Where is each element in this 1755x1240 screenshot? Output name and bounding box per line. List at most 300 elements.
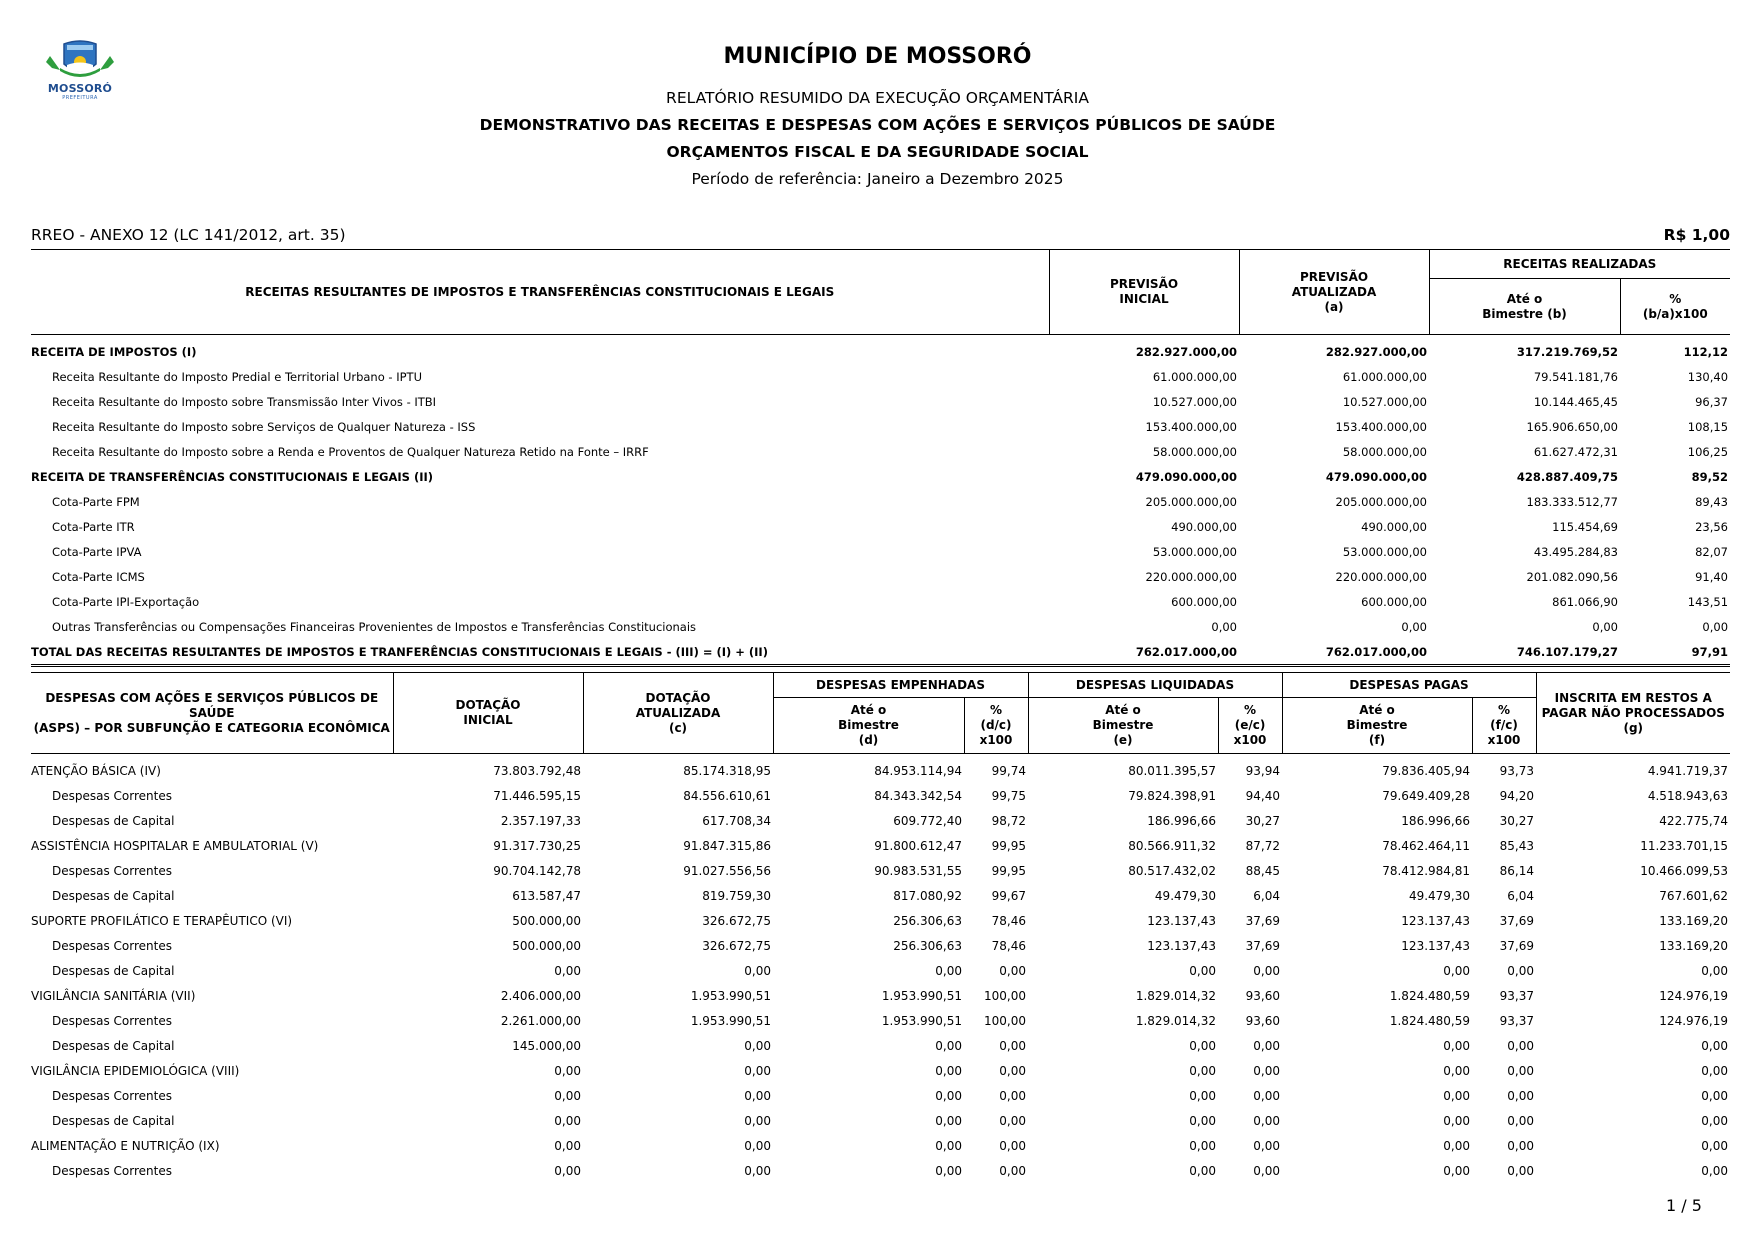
pct-label-2: (b/a)x100 [1642, 306, 1708, 321]
revenue-label: RECEITA DE TRANSFERÊNCIAS CONSTITUCIONAIS E LEGAIS (II) [31, 469, 434, 484]
paid-value: 78.462.464,11 [1382, 838, 1471, 853]
committed-value: 609.772,40 [893, 813, 962, 828]
unprocessed-payables-value: 0,00 [1701, 1138, 1729, 1153]
to-bimester-label-1: Até o [1506, 291, 1543, 306]
committed-value: 0,00 [935, 1163, 962, 1178]
paid-value: 0,00 [1443, 1138, 1471, 1153]
updated-forecast-value: 762.017.000,00 [1239, 639, 1429, 665]
paid-pct-value: 0,00 [1507, 1163, 1535, 1178]
initial-forecast-value: 282.927.000,00 [1135, 344, 1237, 359]
realized-pct-value: 23,56 [1695, 519, 1729, 534]
updated-forecast-value: 282.927.000,00 [1325, 344, 1427, 359]
revenue-total-row [31, 639, 1730, 665]
updated-allocation-value: 326.672,75 [702, 938, 771, 953]
initial-allocation-value: 0,00 [554, 1063, 581, 1078]
initial-forecast-header [1049, 250, 1239, 335]
liquidated-pct-value: 0,00 [1253, 963, 1281, 978]
logo-name: MOSSORÓ [47, 82, 113, 95]
realized-pct-header [1620, 279, 1730, 335]
expense-subfunction-row [31, 754, 1730, 784]
updated-allocation-value: 0,00 [744, 1138, 771, 1153]
paid-value: 0,00 [1443, 1063, 1471, 1078]
expense-label: VIGILÂNCIA EPIDEMIOLÓGICA (VIII) [31, 1063, 240, 1078]
unprocessed-payables-value: 422.775,74 [1659, 813, 1729, 828]
revenue-table [31, 249, 1730, 665]
committed-value: 0,00 [935, 1138, 962, 1153]
committed-pct-value: 100,00 [984, 1013, 1026, 1028]
updated-forecast-header [1239, 250, 1429, 335]
liquidated-pct-value: 93,94 [1245, 763, 1281, 778]
expense-label: Despesas Correntes [52, 788, 172, 803]
paid-value: 123.137,43 [1401, 938, 1471, 953]
expense-label: Despesas Correntes [52, 1163, 172, 1178]
committed-pct-value: 0,00 [999, 1088, 1026, 1103]
unprocessed-payables-value: 0,00 [1701, 1163, 1729, 1178]
liquidated-pct-value: 94,40 [1245, 788, 1281, 803]
expense-category-row [31, 1033, 1730, 1058]
liquidated-pct-value: 0,00 [1253, 1138, 1281, 1153]
realized-value: 61.627.472,31 [1533, 444, 1618, 459]
rap-label-3: (g) [1623, 720, 1644, 735]
committed-pct-value: 78,46 [991, 938, 1026, 953]
realized-value: 79.541.181,76 [1533, 369, 1618, 384]
expense-category-row [31, 1083, 1730, 1108]
pct-f-label: (f/c) [1490, 718, 1518, 732]
paid-value: 49.479,30 [1408, 888, 1471, 903]
revenue-description-header: RECEITAS RESULTANTES DE IMPOSTOS E TRANSFERÊNCIAS CONSTITUCIONAIS E LEGAIS [31, 250, 1049, 335]
logo-subtitle: PREFEITURA [62, 95, 98, 101]
revenue-label: Cota-Parte IPI-Exportação [52, 594, 200, 609]
paid-value: 79.836.405,94 [1382, 763, 1471, 778]
updated-forecast-label-2: ATUALIZADA [1291, 284, 1377, 299]
updated-allocation-value: 0,00 [744, 963, 771, 978]
committed-value: 256.306,63 [893, 938, 962, 953]
revenue-table-body [31, 335, 1730, 665]
committed-expenses-header: DESPESAS EMPENHADAS [773, 673, 1028, 698]
realized-pct-value: 0,00 [1702, 619, 1729, 634]
paid-pct-value: 0,00 [1507, 1063, 1535, 1078]
paid-pct-value: 93,37 [1499, 1013, 1535, 1028]
revenue-label: Cota-Parte IPVA [52, 544, 142, 559]
initial-forecast-value: 205.000.000,00 [1145, 494, 1237, 509]
paid-pct-header [1472, 698, 1536, 754]
revenue-label: Cota-Parte ICMS [52, 569, 145, 584]
initial-allocation-value: 90.704.142,78 [493, 863, 581, 878]
liquidated-value: 80.517.432,02 [1128, 863, 1216, 878]
updated-allocation-value: 91.027.556,56 [683, 863, 771, 878]
liquidated-value: 80.011.395,57 [1128, 763, 1216, 778]
revenue-label: Cota-Parte ITR [52, 519, 135, 534]
revenue-row [31, 614, 1730, 639]
committed-pct-value: 0,00 [999, 963, 1026, 978]
paid-pct-value: 37,69 [1499, 938, 1535, 953]
revenue-total-row [31, 335, 1730, 365]
pct-e-label: (e/c) [1234, 718, 1266, 732]
updated-allocation-label-3: (c) [668, 720, 688, 735]
expense-subfunction-row [31, 1058, 1730, 1083]
expense-table-body [31, 754, 1730, 1184]
liquidated-value: 79.824.398,91 [1128, 788, 1216, 803]
to-bimester-label-2: Bimestre [1346, 718, 1408, 732]
expense-table [31, 672, 1730, 1183]
pct-symbol: % [1498, 703, 1511, 717]
initial-allocation-label-2: INICIAL [463, 713, 513, 727]
expense-category-row [31, 1108, 1730, 1133]
realized-value: 0,00 [1592, 619, 1618, 634]
report-title: MUNICÍPIO DE MOSSORÓ [723, 44, 1032, 69]
unprocessed-payables-value: 4.941.719,37 [1647, 763, 1729, 778]
paid-pct-value: 0,00 [1507, 1088, 1535, 1103]
unprocessed-payables-value: 10.466.099,53 [1640, 863, 1729, 878]
updated-forecast-label-3: (a) [1324, 299, 1344, 314]
liquidated-value: 123.137,43 [1147, 913, 1216, 928]
committed-value: 84.343.342,54 [874, 788, 962, 803]
report-statement-title: DEMONSTRATIVO DAS RECEITAS E DESPESAS COM AÇÕES E SERVIÇOS PÚBLICOS DE SAÚDE [479, 116, 1276, 134]
realized-value: 428.887.409,75 [1516, 469, 1618, 484]
initial-forecast-value: 0,00 [1211, 619, 1237, 634]
committed-pct-value: 99,75 [991, 788, 1026, 803]
initial-allocation-value: 2.261.000,00 [500, 1013, 581, 1028]
realized-revenues-header: RECEITAS REALIZADAS [1429, 250, 1730, 279]
committed-pct-value: 99,67 [991, 888, 1026, 903]
expense-category-row [31, 1158, 1730, 1183]
updated-allocation-value: 819.759,30 [702, 888, 771, 903]
realized-value: 43.495.284,83 [1533, 544, 1618, 559]
updated-allocation-value: 0,00 [744, 1038, 771, 1053]
initial-allocation-value: 0,00 [554, 1088, 581, 1103]
expense-label: Despesas Correntes [52, 938, 172, 953]
realized-pct-value: 96,37 [1695, 394, 1729, 409]
initial-allocation-value: 0,00 [554, 1113, 581, 1128]
page-number: 1 / 5 [1666, 1196, 1702, 1215]
unprocessed-payables-value: 0,00 [1701, 1088, 1729, 1103]
updated-forecast-value: 61.000.000,00 [1342, 369, 1427, 384]
expense-subfunction-row [31, 908, 1730, 933]
liquidated-pct-value: 0,00 [1253, 1063, 1281, 1078]
liquidated-to-bimester-header [1028, 698, 1218, 754]
x100-label: x100 [1233, 733, 1267, 747]
paid-value: 79.649.409,28 [1382, 788, 1471, 803]
expense-label: Despesas de Capital [52, 813, 175, 828]
revenue-row [31, 514, 1730, 539]
liquidated-pct-value: 30,27 [1245, 813, 1281, 828]
expense-label: ATENÇÃO BÁSICA (IV) [31, 763, 161, 778]
liquidated-value: 1.829.014,32 [1135, 988, 1216, 1003]
currency-unit: R$ 1,00 [1663, 226, 1730, 244]
liquidated-value: 186.996,66 [1147, 813, 1216, 828]
committed-pct-value: 0,00 [999, 1063, 1026, 1078]
updated-allocation-value: 84.556.610,61 [683, 788, 771, 803]
expense-label: Despesas de Capital [52, 1038, 175, 1053]
paid-value: 1.824.480,59 [1389, 1013, 1471, 1028]
updated-forecast-value: 153.400.000,00 [1335, 419, 1427, 434]
paid-pct-value: 93,37 [1499, 988, 1535, 1003]
initial-forecast-value: 153.400.000,00 [1145, 419, 1237, 434]
unprocessed-payables-value: 0,00 [1701, 963, 1729, 978]
committed-to-bimester-header [773, 698, 964, 754]
liquidated-pct-header [1218, 698, 1282, 754]
initial-forecast-value: 479.090.000,00 [1135, 469, 1237, 484]
expense-subfunction-row [31, 983, 1730, 1008]
updated-forecast-value: 479.090.000,00 [1325, 469, 1427, 484]
realized-pct-value: 89,52 [1691, 469, 1729, 484]
x100-label: x100 [1487, 733, 1521, 747]
initial-forecast-value: 53.000.000,00 [1152, 544, 1237, 559]
revenue-row [31, 489, 1730, 514]
expense-category-row [31, 933, 1730, 958]
initial-allocation-header [393, 673, 583, 754]
liquidated-value: 0,00 [1189, 1163, 1216, 1178]
rap-label-2: PAGAR NÃO PROCESSADOS [1541, 705, 1725, 720]
updated-allocation-label-1: DOTAÇÃO [645, 690, 711, 705]
realized-value: 861.066,90 [1552, 594, 1618, 609]
expense-category-row [31, 858, 1730, 883]
initial-forecast-value: 10.527.000,00 [1152, 394, 1237, 409]
expense-label: Despesas de Capital [52, 1113, 175, 1128]
committed-value: 817.080,92 [893, 888, 962, 903]
paid-pct-value: 6,04 [1507, 888, 1535, 903]
expense-category-row [31, 883, 1730, 908]
realized-pct-value: 97,91 [1620, 639, 1730, 665]
report-subtitle: RELATÓRIO RESUMIDO DA EXECUÇÃO ORÇAMENTÁRIA [666, 89, 1089, 107]
paid-value: 0,00 [1443, 963, 1471, 978]
realized-value: 183.333.512,77 [1526, 494, 1618, 509]
committed-value: 1.953.990,51 [881, 988, 962, 1003]
committed-pct-value: 100,00 [984, 988, 1026, 1003]
updated-allocation-value: 85.174.318,95 [683, 763, 771, 778]
unprocessed-payables-value: 124.976,19 [1659, 988, 1729, 1003]
realized-value: 10.144.465,45 [1533, 394, 1618, 409]
expense-label: ASSISTÊNCIA HOSPITALAR E AMBULATORIAL (V) [31, 838, 319, 853]
liquidated-value: 0,00 [1189, 1138, 1216, 1153]
committed-value: 256.306,63 [893, 913, 962, 928]
unprocessed-payables-value: 0,00 [1701, 1113, 1729, 1128]
updated-allocation-value: 1.953.990,51 [690, 988, 771, 1003]
paid-value: 1.824.480,59 [1389, 988, 1471, 1003]
updated-allocation-value: 1.953.990,51 [690, 1013, 771, 1028]
revenue-row [31, 439, 1730, 464]
initial-allocation-value: 71.446.595,15 [493, 788, 581, 803]
updated-allocation-header [583, 673, 773, 754]
committed-value: 1.953.990,51 [881, 1013, 962, 1028]
column-d-label: (d) [858, 733, 879, 747]
liquidated-pct-value: 88,45 [1245, 863, 1281, 878]
initial-allocation-value: 2.357.197,33 [500, 813, 581, 828]
committed-value: 0,00 [935, 1038, 962, 1053]
unprocessed-payables-value: 124.976,19 [1659, 1013, 1729, 1028]
liquidated-pct-value: 37,69 [1245, 913, 1281, 928]
paid-value: 78.412.984,81 [1382, 863, 1471, 878]
unprocessed-payables-value: 4.518.943,63 [1647, 788, 1729, 803]
updated-forecast-label-1: PREVISÃO [1299, 269, 1369, 284]
initial-allocation-value: 500.000,00 [512, 938, 581, 953]
initial-forecast-value: 762.017.000,00 [1049, 639, 1239, 665]
realized-value: 201.082.090,56 [1526, 569, 1618, 584]
realized-pct-value: 91,40 [1695, 569, 1729, 584]
paid-pct-value: 0,00 [1507, 1038, 1535, 1053]
initial-allocation-value: 73.803.792,48 [493, 763, 581, 778]
liquidated-pct-value: 0,00 [1253, 1163, 1281, 1178]
updated-allocation-value: 326.672,75 [702, 913, 771, 928]
annex-label: RREO - ANEXO 12 (LC 141/2012, art. 35) [31, 226, 346, 244]
revenue-label: TOTAL DAS RECEITAS RESULTANTES DE IMPOSTOS E TRANFERÊNCIAS CONSTITUCIONAIS E LEGAIS - (III) = (I) + (II) [31, 639, 1049, 665]
report-budget-title: ORÇAMENTOS FISCAL E DA SEGURIDADE SOCIAL [666, 143, 1089, 161]
revenue-label: Cota-Parte FPM [52, 494, 140, 509]
expense-label: Despesas Correntes [52, 1013, 172, 1028]
updated-forecast-value: 490.000,00 [1361, 519, 1427, 534]
committed-value: 91.800.612,47 [874, 838, 962, 853]
committed-value: 90.983.531,55 [874, 863, 962, 878]
updated-forecast-value: 53.000.000,00 [1342, 544, 1427, 559]
unprocessed-payables-value: 0,00 [1701, 1038, 1729, 1053]
initial-allocation-value: 91.317.730,25 [493, 838, 581, 853]
pct-symbol: % [1243, 703, 1257, 717]
reference-period: Período de referência: Janeiro a Dezembro 2025 [691, 170, 1064, 188]
revenue-label: RECEITA DE IMPOSTOS (I) [31, 344, 197, 359]
expense-description-label-1: DESPESAS COM AÇÕES E SERVIÇOS PÚBLICOS DE SAÚDE [45, 690, 379, 720]
realized-value: 165.906.650,00 [1526, 419, 1618, 434]
expense-label: Despesas Correntes [52, 1088, 172, 1103]
expense-category-row [31, 958, 1730, 983]
revenue-row [31, 564, 1730, 589]
liquidated-value: 0,00 [1189, 1063, 1216, 1078]
expense-subfunction-row [31, 1133, 1730, 1158]
expense-label: Despesas Correntes [52, 863, 172, 878]
updated-forecast-value: 205.000.000,00 [1335, 494, 1427, 509]
realized-value: 746.107.179,27 [1429, 639, 1620, 665]
revenue-label: Receita Resultante do Imposto sobre Transmissão Inter Vivos - ITBI [52, 394, 437, 409]
liquidated-value: 80.566.911,32 [1128, 838, 1216, 853]
realized-value: 317.219.769,52 [1516, 344, 1618, 359]
liquidated-pct-value: 87,72 [1245, 838, 1281, 853]
revenue-label: Receita Resultante do Imposto sobre Serviços de Qualquer Natureza - ISS [52, 419, 476, 434]
updated-allocation-value: 0,00 [744, 1088, 771, 1103]
updated-forecast-value: 600.000,00 [1361, 594, 1427, 609]
committed-pct-value: 99,95 [991, 863, 1026, 878]
updated-allocation-value: 617.708,34 [702, 813, 771, 828]
expense-category-row [31, 1008, 1730, 1033]
initial-forecast-value: 600.000,00 [1171, 594, 1237, 609]
expense-description-header [31, 673, 393, 754]
updated-allocation-value: 0,00 [744, 1113, 771, 1128]
liquidated-pct-value: 93,60 [1245, 1013, 1281, 1028]
initial-forecast-label: PREVISÃO INICIAL [1109, 277, 1179, 306]
committed-value: 84.953.114,94 [874, 763, 962, 778]
paid-value: 0,00 [1443, 1113, 1471, 1128]
initial-forecast-value: 61.000.000,00 [1152, 369, 1237, 384]
paid-pct-value: 0,00 [1507, 1138, 1535, 1153]
paid-pct-value: 85,43 [1499, 838, 1535, 853]
committed-value: 0,00 [935, 1113, 962, 1128]
liquidated-value: 49.479,30 [1154, 888, 1216, 903]
initial-allocation-value: 0,00 [554, 1163, 581, 1178]
paid-to-bimester-header [1282, 698, 1472, 754]
to-bimester-label-2: Bimestre (b) [1482, 306, 1567, 321]
initial-allocation-label-1: DOTAÇÃO [455, 698, 521, 712]
to-bimester-label-2: Bimestre [1092, 718, 1154, 732]
to-bimester-label-1: Até o [1359, 703, 1395, 717]
pct-d-label: (d/c) [980, 718, 1012, 732]
expense-label: VIGILÂNCIA SANITÁRIA (VII) [31, 988, 196, 1003]
committed-pct-value: 78,46 [991, 913, 1026, 928]
liquidated-value: 123.137,43 [1147, 938, 1216, 953]
paid-value: 0,00 [1443, 1038, 1471, 1053]
to-bimester-label-1: Até o [850, 703, 887, 717]
revenue-row [31, 389, 1730, 414]
initial-allocation-value: 0,00 [554, 1138, 581, 1153]
updated-forecast-value: 10.527.000,00 [1342, 394, 1427, 409]
paid-pct-value: 30,27 [1499, 813, 1535, 828]
updated-forecast-value: 0,00 [1401, 619, 1427, 634]
expense-label: SUPORTE PROFILÁTICO E TERAPÊUTICO (VI) [31, 913, 293, 928]
liquidated-expenses-header: DESPESAS LIQUIDADAS [1028, 673, 1282, 698]
pct-symbol: % [989, 703, 1003, 717]
paid-value: 0,00 [1443, 1088, 1471, 1103]
liquidated-pct-value: 93,60 [1245, 988, 1281, 1003]
expense-subfunction-row [31, 833, 1730, 858]
realized-to-bimester-header [1429, 279, 1620, 335]
paid-pct-value: 94,20 [1499, 788, 1535, 803]
expense-label: Despesas de Capital [52, 888, 175, 903]
unprocessed-payables-value: 0,00 [1701, 1063, 1729, 1078]
pct-label-1: % [1669, 291, 1682, 306]
expense-label: Despesas de Capital [52, 963, 175, 978]
updated-forecast-value: 58.000.000,00 [1342, 444, 1427, 459]
committed-value: 0,00 [935, 1088, 962, 1103]
x100-label: x100 [979, 733, 1013, 747]
initial-forecast-value: 58.000.000,00 [1152, 444, 1237, 459]
revenue-row [31, 589, 1730, 614]
liquidated-value: 1.829.014,32 [1135, 1013, 1216, 1028]
expense-label: ALIMENTAÇÃO E NUTRIÇÃO (IX) [31, 1138, 220, 1153]
initial-allocation-value: 145.000,00 [512, 1038, 581, 1053]
expense-category-row [31, 808, 1730, 833]
liquidated-value: 0,00 [1189, 1113, 1216, 1128]
realized-pct-value: 130,40 [1687, 369, 1729, 384]
expense-description-label-2: (ASPS) – POR SUBFUNÇÃO E CATEGORIA ECONÔMICA [33, 720, 390, 735]
column-f-label: (f) [1368, 733, 1386, 747]
committed-pct-value: 0,00 [999, 1163, 1026, 1178]
unprocessed-payables-value: 11.233.701,15 [1640, 838, 1729, 853]
unprocessed-payables-value: 133.169,20 [1659, 913, 1729, 928]
realized-pct-value: 108,15 [1687, 419, 1729, 434]
realized-pct-value: 112,12 [1683, 344, 1729, 359]
revenue-total-row [31, 464, 1730, 489]
liquidated-pct-value: 0,00 [1253, 1113, 1281, 1128]
revenue-row [31, 364, 1730, 389]
updated-allocation-value: 0,00 [744, 1063, 771, 1078]
initial-allocation-value: 500.000,00 [512, 913, 581, 928]
unprocessed-payables-value: 767.601,62 [1659, 888, 1729, 903]
initial-allocation-value: 2.406.000,00 [500, 988, 581, 1003]
realized-pct-value: 106,25 [1687, 444, 1729, 459]
unprocessed-payables-header [1536, 673, 1730, 754]
paid-pct-value: 93,73 [1499, 763, 1535, 778]
paid-value: 0,00 [1443, 1163, 1471, 1178]
committed-pct-header [964, 698, 1028, 754]
paid-pct-value: 0,00 [1507, 963, 1535, 978]
committed-pct-value: 0,00 [999, 1138, 1026, 1153]
updated-forecast-value: 220.000.000,00 [1335, 569, 1427, 584]
revenue-label: Receita Resultante do Imposto sobre a Renda e Proventos de Qualquer Natureza Retido na Fonte – IRRF [52, 444, 649, 459]
revenue-label: Receita Resultante do Imposto Predial e Territorial Urbano - IPTU [52, 369, 422, 384]
to-bimester-label-2: Bimestre [838, 718, 899, 732]
expense-category-row [31, 783, 1730, 808]
committed-pct-value: 0,00 [999, 1113, 1026, 1128]
realized-pct-value: 143,51 [1687, 594, 1729, 609]
committed-value: 0,00 [935, 1063, 962, 1078]
revenue-row [31, 539, 1730, 564]
